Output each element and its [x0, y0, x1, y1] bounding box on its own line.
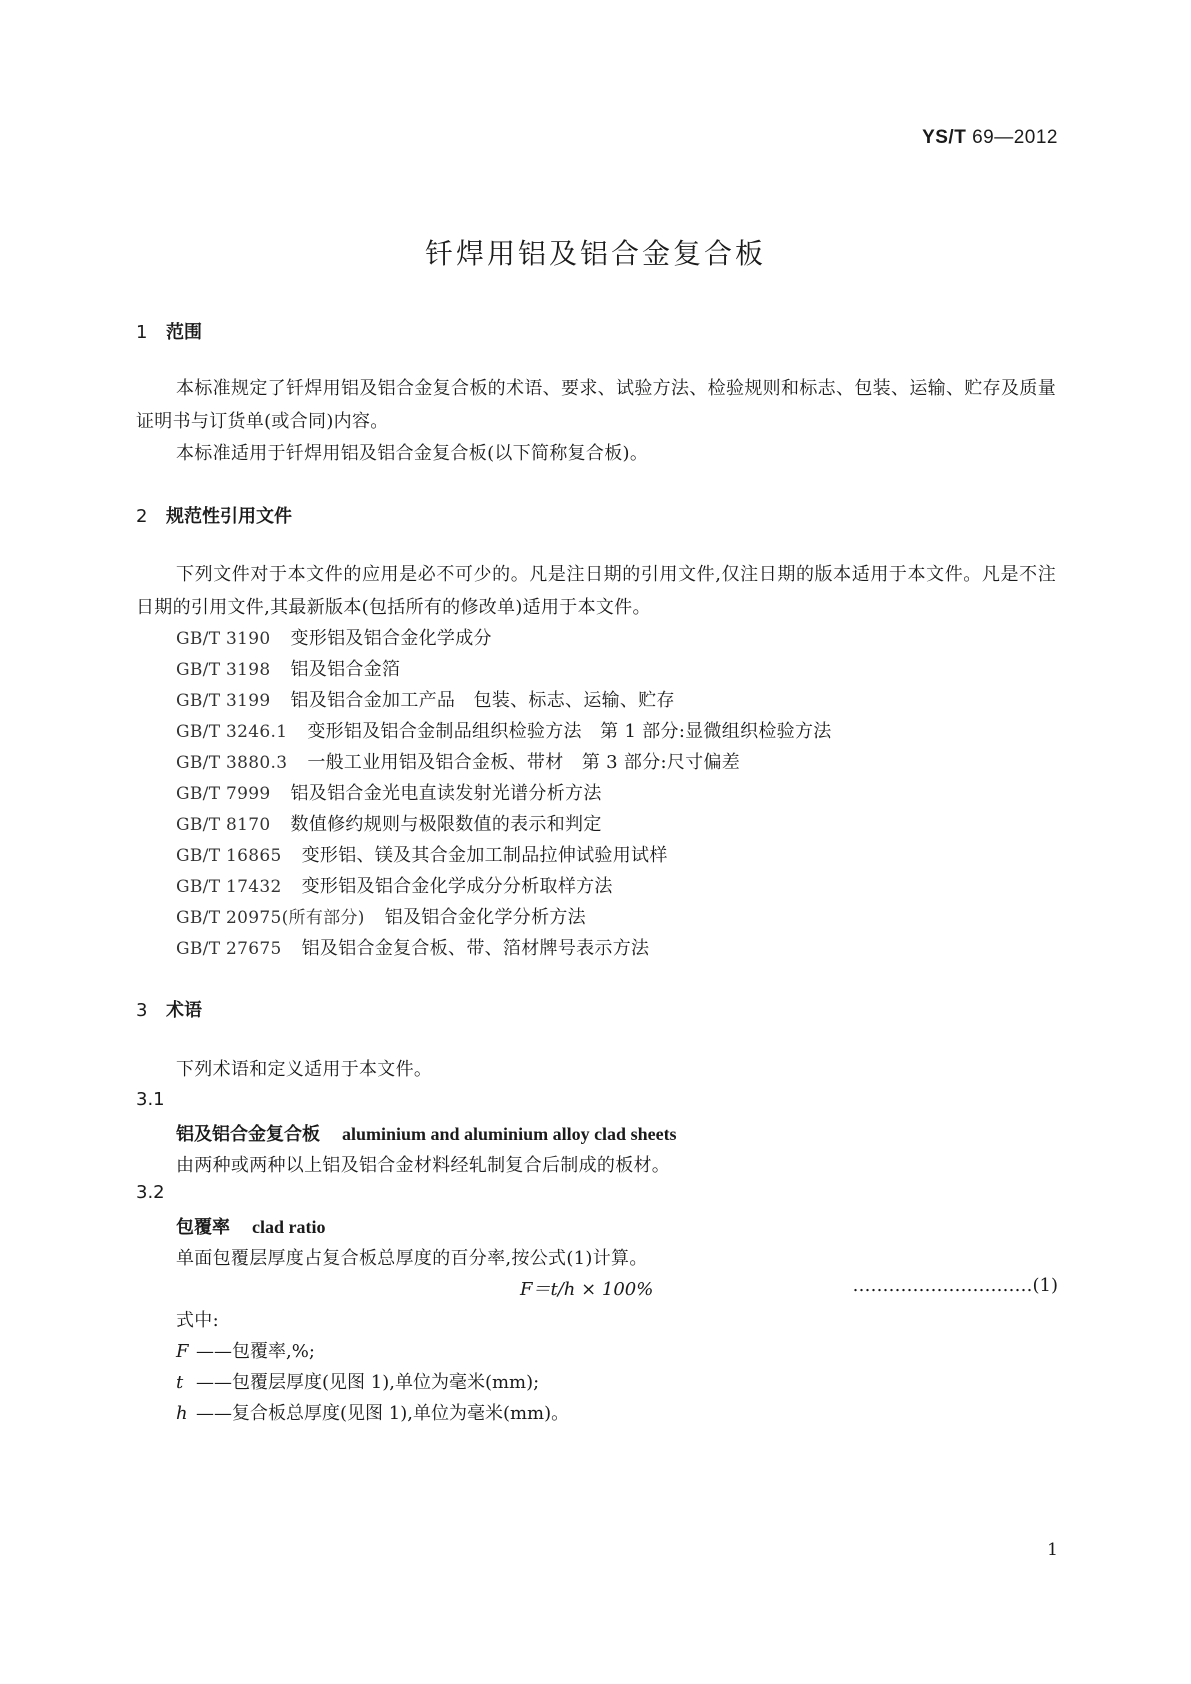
reference-code: GB/T 3246.1	[176, 722, 288, 742]
term-zh: 铝及铝合金复合板	[176, 1124, 320, 1145]
term-definition: 单面包覆层厚度占复合板总厚度的百分率,按公式(1)计算。	[176, 1248, 648, 1269]
term-heading	[176, 1120, 677, 1146]
variable-line	[176, 1399, 569, 1425]
variable-description: ——包覆层厚度(见图 1),单位为毫米(mm);	[196, 1372, 540, 1393]
term-zh: 包覆率	[176, 1217, 230, 1238]
section-number: 1	[136, 322, 148, 343]
reference-title: 变形铝及铝合金化学成分分析取样方法	[301, 876, 613, 897]
reference-item	[176, 717, 832, 743]
reference-title: 变形铝及铝合金制品组织检验方法 第 1 部分:显微组织检验方法	[307, 721, 832, 742]
reference-code: GB/T 7999	[176, 784, 271, 804]
variable-line	[176, 1337, 315, 1363]
variable-description: ——复合板总厚度(见图 1),单位为毫米(mm)。	[196, 1403, 570, 1424]
variable-symbol: t	[176, 1372, 184, 1393]
formula: F＝t/h × 100%	[520, 1279, 654, 1300]
section-1-paragraph-2: 本标准适用于钎焊用铝及铝合金复合板(以下简称复合板)。	[176, 443, 649, 464]
reference-title: 铝及铝合金化学分析方法	[384, 907, 586, 928]
reference-code: GB/T 20975(所有部分)	[176, 908, 365, 928]
variable-description: ——包覆率,%;	[196, 1341, 315, 1362]
variable-line	[176, 1368, 539, 1394]
reference-code: GB/T 27675	[176, 939, 282, 959]
term-heading	[176, 1213, 326, 1239]
reference-item	[176, 903, 586, 929]
reference-item	[176, 748, 740, 774]
reference-item	[176, 810, 602, 836]
document-code	[922, 127, 1058, 149]
term-number: 3.2	[136, 1182, 165, 1203]
term-number: 3.1	[136, 1089, 165, 1110]
reference-title: 数值修约规则与极限数值的表示和判定	[290, 814, 602, 835]
reference-code: GB/T 3880.3	[176, 753, 288, 773]
reference-item	[176, 872, 613, 898]
section-number: 2	[136, 506, 148, 527]
reference-code: GB/T 3190	[176, 629, 271, 649]
reference-title: 铝及铝合金光电直读发射光谱分析方法	[290, 783, 602, 804]
section-title: 规范性引用文件	[166, 506, 292, 527]
reference-item	[176, 624, 492, 650]
section-2-heading	[136, 502, 292, 528]
doc-code-number: 69—2012	[972, 127, 1058, 148]
reference-title: 铝及铝合金箔	[290, 659, 401, 680]
variable-symbol: h	[176, 1403, 188, 1424]
document-title: 钎焊用铝及铝合金复合板	[424, 237, 766, 270]
reference-title: 一般工业用铝及铝合金板、带材 第 3 部分:尺寸偏差	[307, 752, 741, 773]
term-en: clad ratio	[252, 1217, 326, 1237]
reference-item	[176, 841, 668, 867]
reference-item	[176, 655, 400, 681]
reference-title: 变形铝、镁及其合金加工制品拉伸试验用试样	[301, 845, 668, 866]
reference-title: 铝及铝合金加工产品 包装、标志、运输、贮存	[290, 690, 675, 711]
section-1-heading	[136, 318, 202, 344]
reference-code: GB/T 16865	[176, 846, 282, 866]
section-2-intro: 下列文件对于本文件的应用是必不可少的。凡是注日期的引用文件,仅注日期的版本适用于本文件。凡是不注日期的引用文件,其最新版本(包括所有的修改单)适用于本文件。	[136, 564, 1056, 618]
reference-title: 铝及铝合金复合板、带、箔材牌号表示方法	[301, 938, 650, 959]
where-label: 式中:	[176, 1310, 219, 1331]
reference-code: GB/T 3199	[176, 691, 271, 711]
term-definition: 由两种或两种以上铝及铝合金材料经轧制复合后制成的板材。	[176, 1155, 671, 1176]
reference-code: GB/T 17432	[176, 877, 282, 897]
doc-code-prefix: YS/T	[922, 127, 967, 148]
section-3-heading	[136, 996, 202, 1022]
formula-number: …………………………(1)	[852, 1275, 1058, 1296]
section-title: 术语	[166, 1000, 202, 1021]
section-3-intro: 下列术语和定义适用于本文件。	[176, 1059, 433, 1080]
section-title: 范围	[166, 322, 202, 343]
term-en: aluminium and aluminium alloy clad sheets	[342, 1124, 677, 1144]
page-number: 1	[1047, 1540, 1058, 1560]
reference-item	[176, 686, 675, 712]
variable-symbol: F	[176, 1341, 189, 1362]
reference-title: 变形铝及铝合金化学成分	[290, 628, 492, 649]
section-1-paragraph-1: 本标准规定了钎焊用铝及铝合金复合板的术语、要求、试验方法、检验规则和标志、包装、运输、贮存及质量证明书与订货单(或合同)内容。	[136, 378, 1056, 432]
reference-item	[176, 779, 602, 805]
reference-item	[176, 934, 649, 960]
reference-code: GB/T 8170	[176, 815, 271, 835]
section-number: 3	[136, 1000, 148, 1021]
reference-code: GB/T 3198	[176, 660, 271, 680]
